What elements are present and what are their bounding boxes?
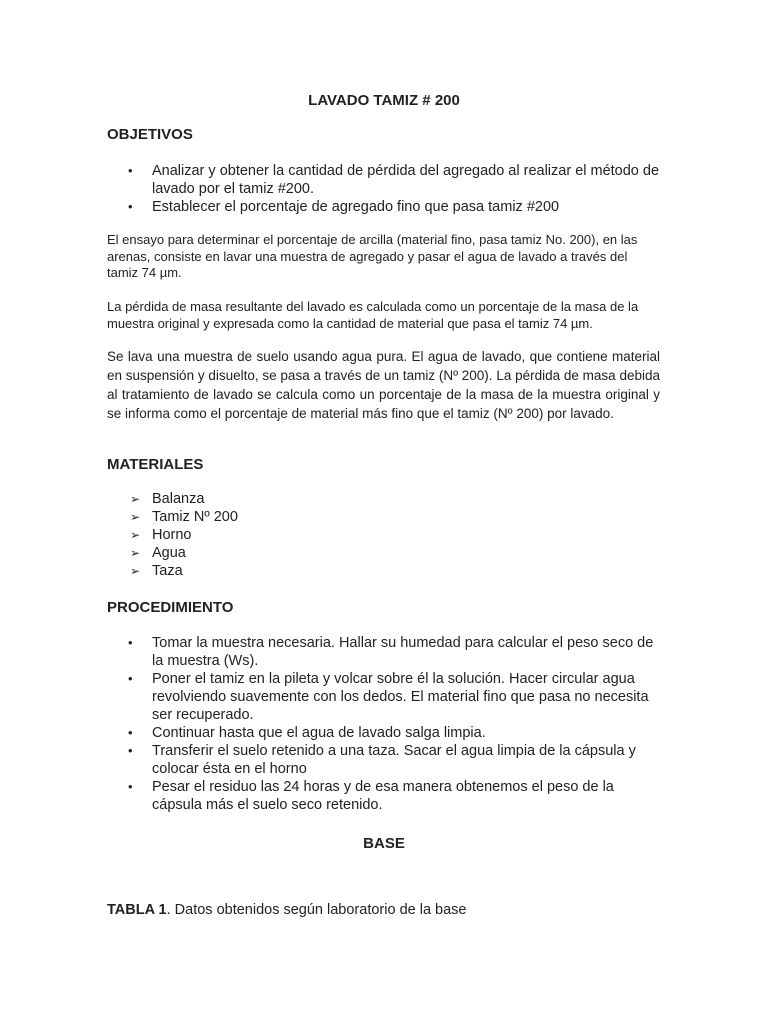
list-item-text: Agua	[152, 545, 186, 561]
table-label: TABLA 1	[107, 902, 167, 918]
list-item	[107, 778, 667, 814]
list-item-text: Horno	[152, 527, 192, 543]
bullet-icon: •	[128, 743, 133, 758]
materiales-heading: MATERIALES	[107, 456, 204, 473]
list-item	[107, 562, 667, 580]
list-item-text: Tamiz Nº 200	[152, 509, 238, 525]
list-item-text: Tomar la muestra necesaria. Hallar su humedad para calcular el peso seco de la muestra (Ws).	[152, 635, 654, 669]
paragraph: La pérdida de masa resultante del lavado es calculada como un porcentaje de la masa de la muestra original y expresada como la cantidad de material que pasa el tamiz 74 µm.	[107, 299, 639, 331]
base-heading: BASE	[363, 835, 405, 852]
document-title: LAVADO TAMIZ # 200	[308, 92, 460, 109]
list-item-text: Establecer el porcentaje de agregado fino que pasa tamiz #200	[152, 199, 560, 215]
bullet-icon: •	[128, 163, 133, 178]
list-item	[107, 508, 667, 526]
list-item	[107, 724, 667, 742]
arrow-icon: ➢	[130, 492, 141, 506]
arrow-icon: ➢	[130, 564, 141, 578]
list-item-text: Transferir el suelo retenido a una taza. Sacar el agua limpia de la cápsula y colocar ésta en el horno	[152, 743, 636, 777]
materiales-list	[107, 490, 667, 580]
list-item	[107, 490, 667, 508]
paragraph: Se lava una muestra de suelo usando agua pura. El agua de lavado, que contiene material en suspensión y disuelto, se pasa a través de un tamiz (Nº 200). La pérdida de masa debida al tratamiento de lavado se calcula como un porcentaje de la masa de la muestra original y se informa como el porcentaje de material más fino que el tamiz (Nº 200) por lavado.	[107, 349, 660, 421]
objetivos-list	[107, 162, 667, 216]
list-item	[107, 670, 667, 724]
table-caption-text: . Datos obtenidos según laboratorio de la base	[166, 902, 467, 918]
list-item-text: Continuar hasta que el agua de lavado salga limpia.	[152, 725, 486, 741]
arrow-icon: ➢	[130, 510, 141, 524]
arrow-icon: ➢	[130, 546, 141, 560]
bullet-icon: •	[128, 725, 133, 740]
list-item	[107, 634, 667, 670]
bullet-icon: •	[128, 779, 133, 794]
bullet-icon: •	[128, 671, 133, 686]
objetivos-heading: OBJETIVOS	[107, 126, 193, 143]
list-item	[107, 526, 667, 544]
list-item-text: Poner el tamiz en la pileta y volcar sobre él la solución. Hacer circular agua revolviendo suavemente con los dedos. El material fino que pasa no necesita ser recuperado.	[152, 671, 649, 723]
list-item-text: Balanza	[152, 491, 205, 507]
list-item-text: Pesar el residuo las 24 horas y de esa manera obtenemos el peso de la cápsula más el suelo seco retenido.	[152, 779, 614, 813]
bullet-icon: •	[128, 199, 133, 214]
list-item	[107, 742, 667, 778]
list-item-text: Taza	[152, 563, 183, 579]
list-item	[107, 544, 667, 562]
procedimiento-heading: PROCEDIMIENTO	[107, 599, 234, 616]
bullet-icon: •	[128, 635, 133, 650]
list-item	[107, 198, 667, 216]
list-item	[107, 162, 667, 198]
arrow-icon: ➢	[130, 528, 141, 542]
list-item-text: Analizar y obtener la cantidad de pérdida del agregado al realizar el método de lavado por el tamiz #200.	[152, 163, 660, 197]
procedimiento-list	[107, 634, 667, 814]
paragraph: El ensayo para determinar el porcentaje de arcilla (material fino, pasa tamiz No. 200), en las arenas, consiste en lavar una muestra de agregado y pasar el agua de lavado a través del tamiz 74 µm.	[107, 232, 638, 280]
table-caption	[107, 902, 466, 918]
